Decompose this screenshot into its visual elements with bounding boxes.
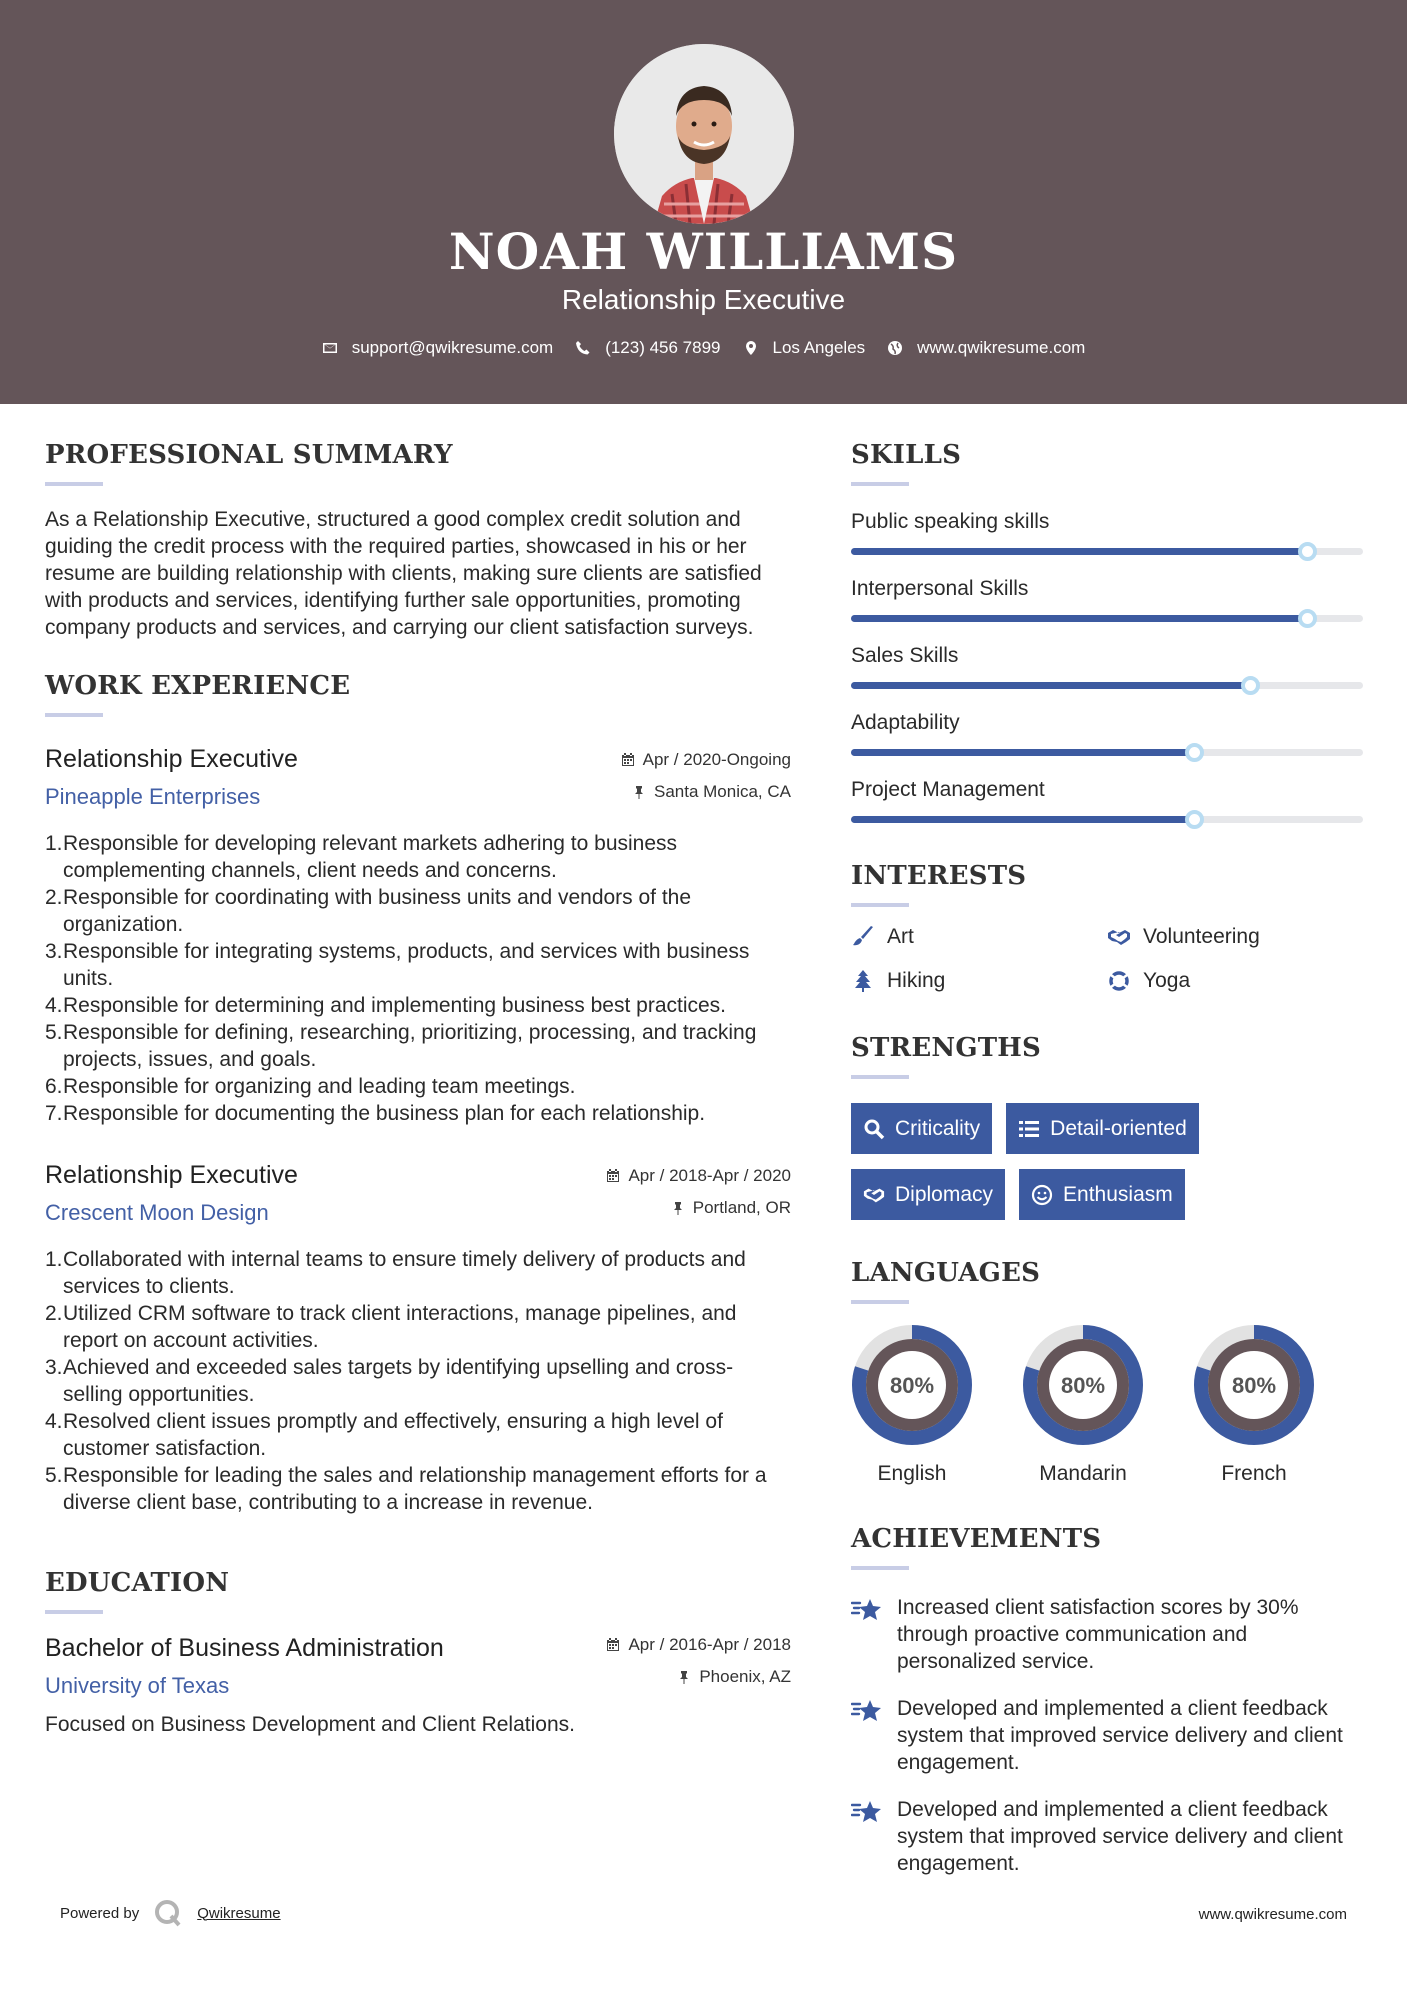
degree-title: Bachelor of Business Administration [45,1634,444,1662]
skill-bar [851,682,1363,689]
skill-bar-fill [851,682,1250,689]
pushpin-icon [671,1201,685,1215]
left-column [45,440,791,1737]
list-item: 7. Responsible for documenting the business plan for each relationship. [45,1102,706,1125]
job-meta [606,1161,791,1219]
section-divider [851,1300,909,1304]
education-dates: Apr / 2016-Apr / 2018 [628,1635,791,1654]
job-location: Santa Monica, CA [653,782,791,801]
strength-label: Enthusiasm [1063,1182,1173,1206]
shooting-star-icon [851,1798,883,1828]
skill-bar-fill [851,548,1307,555]
strength-label: Detail-oriented [1050,1116,1187,1140]
skill-bar [851,615,1363,622]
section-divider [851,1075,909,1079]
strength-chip [851,1103,992,1154]
qwikresume-logo-icon [153,1898,183,1928]
job-company: Pineapple Enterprises [45,784,261,809]
language-percent-label: 80% [1231,1373,1277,1398]
globe-icon [887,340,903,356]
contact-website[interactable] [887,338,1085,358]
list-item: 1. Responsible for developing relevant markets adhering to business complementing channels, client needs and concerns. [45,832,678,882]
list-item: 5. Responsible for defining, researching, prioritizing, processing, and tracking projects, issues, and goals. [45,1021,757,1071]
list-item: 6. Responsible for organizing and leading team meetings. [45,1075,576,1098]
skill-item [851,644,1363,689]
phone-icon [575,340,591,356]
interest-item [1107,969,1363,993]
section-divider [45,713,103,717]
section-title-summary: PROFESSIONAL SUMMARY [45,440,453,470]
language-item [851,1324,973,1486]
job-title: Relationship Executive [45,1161,298,1189]
contact-website-text: www.qwikresume.com [917,338,1086,357]
job-company: Crescent Moon Design [45,1200,269,1225]
job-bullets [45,830,791,1127]
list-item: 5. Responsible for leading the sales and relationship management efforts for a diverse client base, contributing to a increase in revenue. [45,1464,767,1514]
interests-section [851,861,1363,993]
education-entry [45,1634,791,1737]
skill-name: Public speaking skills [851,510,1050,533]
job-title: Relationship Executive [45,745,298,773]
contact-email-text: support@qwikresume.com [351,338,554,357]
interest-label: Art [887,925,914,948]
lifering-icon [1107,969,1131,993]
powered-by-label: Powered by [60,1904,140,1922]
envelope-icon [322,340,338,356]
list-icon [1018,1118,1040,1140]
job-meta [621,745,791,803]
interest-item [851,925,1107,949]
job-dates: Apr / 2018-Apr / 2020 [628,1166,791,1185]
paintbrush-icon [851,925,875,949]
interest-item [1107,925,1363,949]
section-title-education: EDUCATION [45,1568,230,1598]
list-item: 4. Responsible for determining and implementing business best practices. [45,994,727,1017]
skill-bar-knob [1185,743,1204,762]
strength-label: Criticality [895,1116,981,1140]
education-description: Focused on Business Development and Client Relations. [45,1713,575,1736]
footer-powered-by [60,1898,281,1928]
list-item: 1. Collaborated with internal teams to ensure timely delivery of products and services to clients. [45,1248,746,1298]
section-divider [45,1610,103,1614]
strengths-section [851,1033,1363,1220]
interest-item [851,969,1107,993]
section-title-interests: INTERESTS [851,861,1027,891]
language-name: French [1221,1462,1287,1485]
skill-item [851,778,1363,823]
skills-section [851,440,1363,823]
skill-item [851,577,1363,622]
skill-bar [851,749,1363,756]
language-progress-ring [851,1324,973,1446]
section-divider [851,1566,909,1570]
contact-bar [0,338,1407,358]
calendar-icon [606,1638,620,1652]
list-item: 4. Resolved client issues promptly and effectively, ensuring a high level of customer satisfaction. [45,1410,723,1460]
language-percent-label: 80% [1060,1373,1106,1398]
summary-text: As a Relationship Executive, structured a good complex credit solution and guiding the credit process with the required parties, showcased in his or her resume are building relationship with clients, making sure clients are satisfied with products and services, identifying further sale opportunities, promoting company products and services, and carrying our client satisfaction surveys. [45,508,762,639]
skill-bar-fill [851,749,1194,756]
contact-location [743,338,866,358]
language-item [1193,1324,1315,1486]
strength-chip [1019,1169,1185,1220]
skill-bar-knob [1241,676,1260,695]
skill-bar-knob [1298,609,1317,628]
skill-item [851,510,1363,555]
achievement-item [851,1695,1363,1776]
section-title-languages: LANGUAGES [851,1258,1041,1288]
achievement-text: Developed and implemented a client feedback system that improved service delivery and client engagement. [897,1798,1343,1875]
contact-phone-text: (123) 456 7899 [605,338,721,357]
smile-icon [1031,1184,1053,1206]
candidate-name: NOAH WILLIAMS [448,222,959,281]
section-title-skills: SKILLS [851,440,962,470]
handshake-icon [1107,925,1131,949]
job-bullets [45,1246,791,1516]
section-title-achievements: ACHIEVEMENTS [851,1524,1102,1554]
job-dates: Apr / 2020-Ongoing [642,750,791,769]
section-title-experience: WORK EXPERIENCE [45,671,351,701]
achievement-item [851,1594,1363,1675]
skill-bar-knob [1185,810,1204,829]
resume-header [0,0,1407,404]
strength-label: Diplomacy [895,1182,994,1206]
strength-chip [851,1169,1005,1220]
brand-link[interactable]: Qwikresume [197,1904,281,1922]
job-entry [45,1161,791,1516]
strength-chip [1006,1103,1199,1154]
pushpin-icon [632,785,646,799]
contact-location-text: Los Angeles [772,338,866,357]
interest-label: Yoga [1143,969,1191,992]
search-icon [863,1118,885,1140]
skill-bar-fill [851,615,1307,622]
languages-section [851,1258,1363,1486]
contact-email[interactable] [322,338,554,358]
skill-name: Sales Skills [851,644,959,667]
skill-name: Adaptability [851,711,960,734]
language-percent-label: 80% [889,1373,935,1398]
pushpin-icon [677,1670,691,1684]
language-name: Mandarin [1039,1462,1127,1485]
interest-label: Hiking [887,969,946,992]
experience-section [45,671,791,1516]
skill-item [851,711,1363,756]
list-item: 3. Achieved and exceeded sales targets by identifying upselling and cross-selling opportunities. [45,1356,734,1406]
section-divider [45,482,103,486]
achievement-text: Developed and implemented a client feedback system that improved service delivery and client engagement. [897,1697,1343,1774]
right-column [851,440,1363,1877]
language-progress-ring [1022,1324,1144,1446]
education-meta [606,1634,791,1688]
language-item [1022,1324,1144,1486]
interest-label: Volunteering [1143,925,1260,948]
language-progress-ring [1193,1324,1315,1446]
section-divider [851,482,909,486]
calendar-icon [621,753,635,767]
location-pin-icon [743,340,759,356]
footer-website[interactable]: www.qwikresume.com [1198,1906,1347,1923]
skill-bar-knob [1298,542,1317,561]
skill-name: Interpersonal Skills [851,577,1029,600]
shooting-star-icon [851,1697,883,1727]
candidate-title: Relationship Executive [561,284,846,315]
contact-phone[interactable] [575,338,720,358]
skill-bar [851,548,1363,555]
section-title-strengths: STRENGTHS [851,1033,1042,1063]
achievements-section [851,1524,1363,1877]
achievement-item [851,1796,1363,1877]
education-section [45,1568,791,1737]
skill-name: Project Management [851,778,1045,801]
shooting-star-icon [851,1596,883,1626]
job-entry [45,745,791,1127]
calendar-icon [606,1169,620,1183]
handshake-icon [863,1184,885,1206]
avatar [614,44,794,224]
list-item: 2. Utilized CRM software to track client interactions, manage pipelines, and report on account activities. [45,1302,737,1352]
tree-icon [851,969,875,993]
list-item: 2. Responsible for coordinating with business units and vendors of the organization. [45,886,692,936]
achievement-text: Increased client satisfaction scores by 30% through proactive communication and personalized service. [897,1596,1299,1673]
education-location: Phoenix, AZ [699,1667,791,1686]
skill-bar [851,816,1363,823]
section-divider [851,903,909,907]
summary-section [45,440,791,641]
school-name: University of Texas [45,1673,230,1698]
language-name: English [877,1462,947,1485]
list-item: 3. Responsible for integrating systems, products, and services with business units. [45,940,750,990]
skill-bar-fill [851,816,1194,823]
job-location: Portland, OR [692,1198,791,1217]
